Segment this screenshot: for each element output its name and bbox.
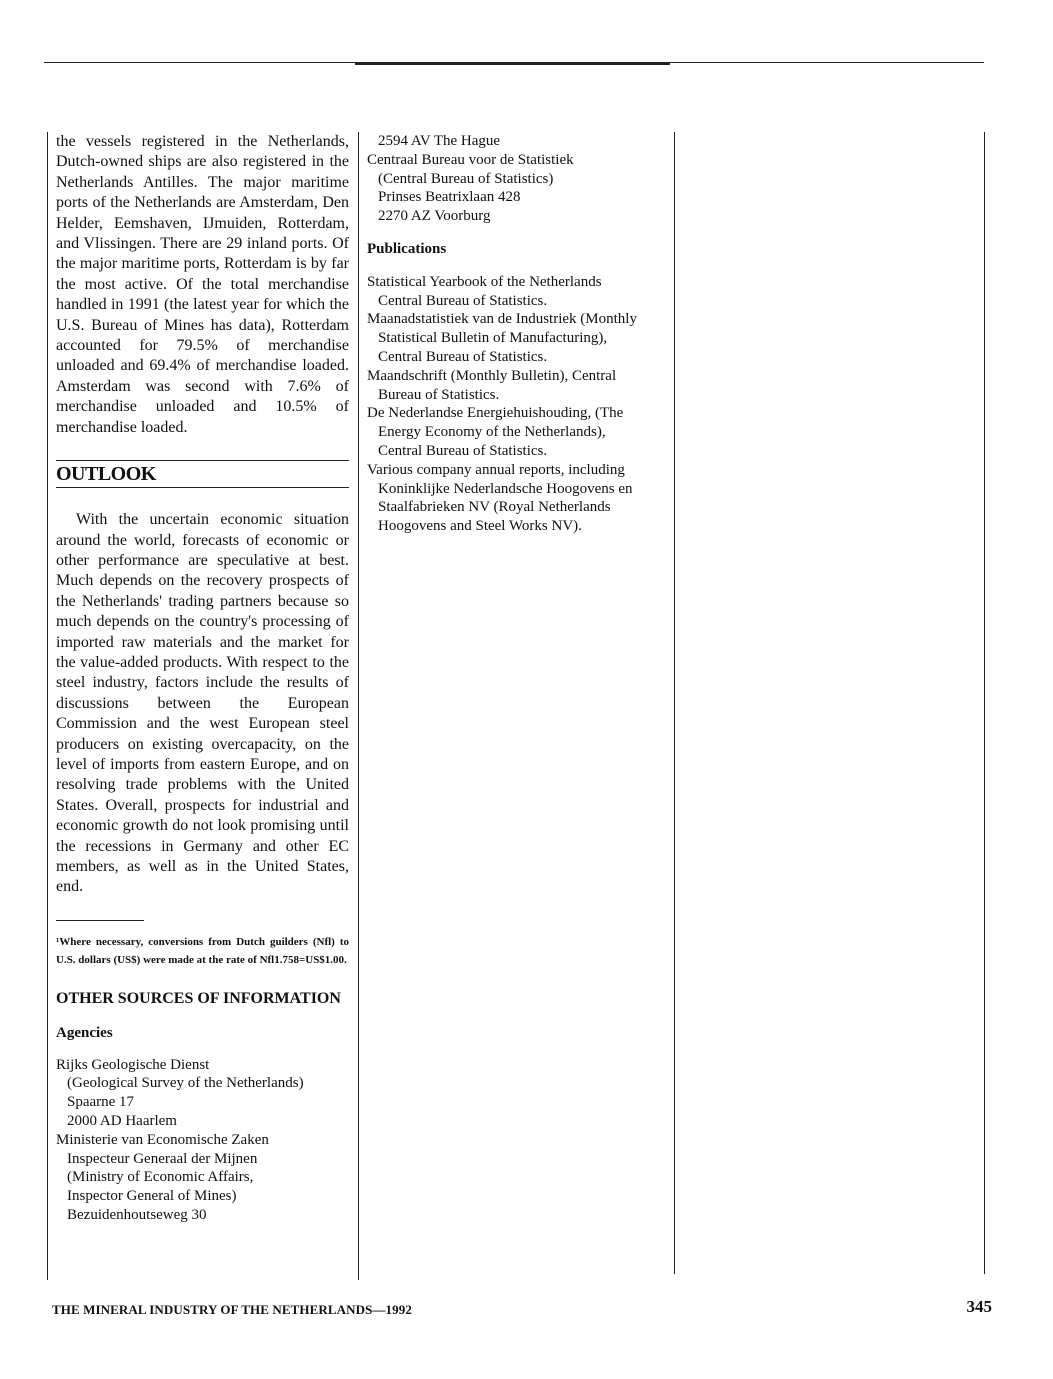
publication-title: Maandschrift (Monthly Bulletin), Central (367, 367, 617, 384)
agency-name: Rijks Geologische Dienst (56, 1056, 210, 1073)
address-continuation: 2594 AV The Hague (378, 133, 501, 149)
publication-title: Various company annual reports, including (367, 461, 625, 478)
publication-line: Central Bureau of Statistics. (378, 442, 548, 459)
publication-title: De Nederlandse Energiehuishouding, (The (367, 405, 624, 422)
agency-line: (Ministry of Economic Affairs, (67, 1169, 254, 1186)
publication-title: Maanadstatistiek van de Industriek (Monthly (367, 311, 637, 328)
footnote-rule (56, 920, 144, 921)
publication-entry (367, 367, 667, 405)
agencies-heading: Agencies (56, 1025, 113, 1042)
publication-line: Central Bureau of Statistics. (378, 292, 548, 309)
publication-entry (367, 310, 667, 366)
page-number: 345 (966, 1297, 992, 1316)
publications-list (367, 273, 667, 536)
agency-entry (56, 1056, 349, 1131)
top-rule-accent (355, 62, 670, 65)
agency-line: Spaarne 17 (67, 1094, 135, 1111)
publication-entry (367, 461, 667, 536)
other-sources-heading: OTHER SOURCES OF INFORMATION (56, 989, 341, 1007)
agency-name: Ministerie van Economische Zaken (56, 1131, 269, 1148)
publication-line: Staalfabrieken NV (Royal Netherlands (378, 499, 611, 516)
publication-line: Koninklijke Nederlandsche Hoogovens en (378, 480, 633, 497)
running-footer-title: THE MINERAL INDUSTRY OF THE NETHERLANDS—1992 (52, 1302, 412, 1317)
publication-entry (367, 404, 667, 460)
agency-line: 2000 AD Haarlem (67, 1113, 177, 1130)
publication-entry (367, 273, 667, 311)
column-1 (56, 132, 349, 1225)
agencies-list (56, 1056, 349, 1225)
column2-right-rule (674, 132, 675, 1274)
agency-line: Inspecteur Generaal der Mijnen (67, 1150, 258, 1167)
agency-line: 2270 AZ Voorburg (378, 208, 491, 225)
outlook-heading: OUTLOOK (56, 460, 349, 488)
agency-entry (56, 1131, 349, 1225)
publication-line: Central Bureau of Statistics. (378, 348, 548, 365)
publications-heading: Publications (367, 240, 447, 257)
agency-line: (Central Bureau of Statistics) (378, 170, 554, 187)
page-right-rule (984, 132, 985, 1274)
agency-line: Bezuidenhoutseweg 30 (67, 1207, 207, 1223)
footnote: ¹Where necessary, conversions from Dutch guilders (Nfl) to U.S. dollars (US$) were made at the rate of Nfl1.758=US$1.00. (56, 935, 349, 966)
agency-line: (Geological Survey of the Netherlands) (67, 1075, 304, 1092)
column-2 (367, 132, 667, 536)
agency-line: Prinses Beatrixlaan 428 (378, 189, 521, 206)
publication-line: Hoogovens and Steel Works NV). (378, 518, 582, 535)
publication-line: Statistical Bulletin of Manufacturing), (378, 330, 608, 347)
agency-line: Inspector General of Mines) (67, 1188, 237, 1205)
agency-entry (367, 151, 667, 226)
publication-line: Bureau of Statistics. (378, 386, 500, 403)
column-divider-rule (358, 132, 359, 1280)
agency-name: Centraal Bureau voor de Statistiek (367, 151, 574, 168)
intro-paragraph: the vessels registered in the Netherlands, Dutch-owned ships are also registered in the Netherlands Antilles. The major maritime ports of the Netherlands are Amsterdam, Den Helder, Eemshaven, IJmuiden, Rotterdam, and Vlissingen. There are 29 inland ports. Of the major maritime ports, Rotterdam is by far the most active. Of the total merchandise handled in 1991 (the latest year for which the U.S. Bureau of Mines has data), Rotterdam accounted for 79.5% of merchandise unloaded and 69.4% of merchandise loaded. Amsterdam was second with 7.6% of merchandise unloaded and 10.5% of merchandise loaded. (56, 133, 349, 436)
outlook-paragraph: With the uncertain economic situation around the world, forecasts of economic or other performance are speculative at best. Much depends on the recovery prospects of the Netherlands' trading partners because so much depends on the country's processing of imported raw materials and the market for the value-added products. With respect to the steel industry, factors include the results of discussions between the European Commission and the west European steel producers on existing overcapacity, on the level of imports from eastern Europe, and on resolving trade problems with the United States. Overall, prospects for industrial and economic growth do not look promising until the recessions in Germany and other EC members, as well as in the United States, end. (56, 511, 349, 896)
column1-left-rule (47, 132, 48, 1280)
publication-title: Statistical Yearbook of the Netherlands (367, 273, 602, 290)
publication-line: Energy Economy of the Netherlands), (378, 424, 606, 441)
